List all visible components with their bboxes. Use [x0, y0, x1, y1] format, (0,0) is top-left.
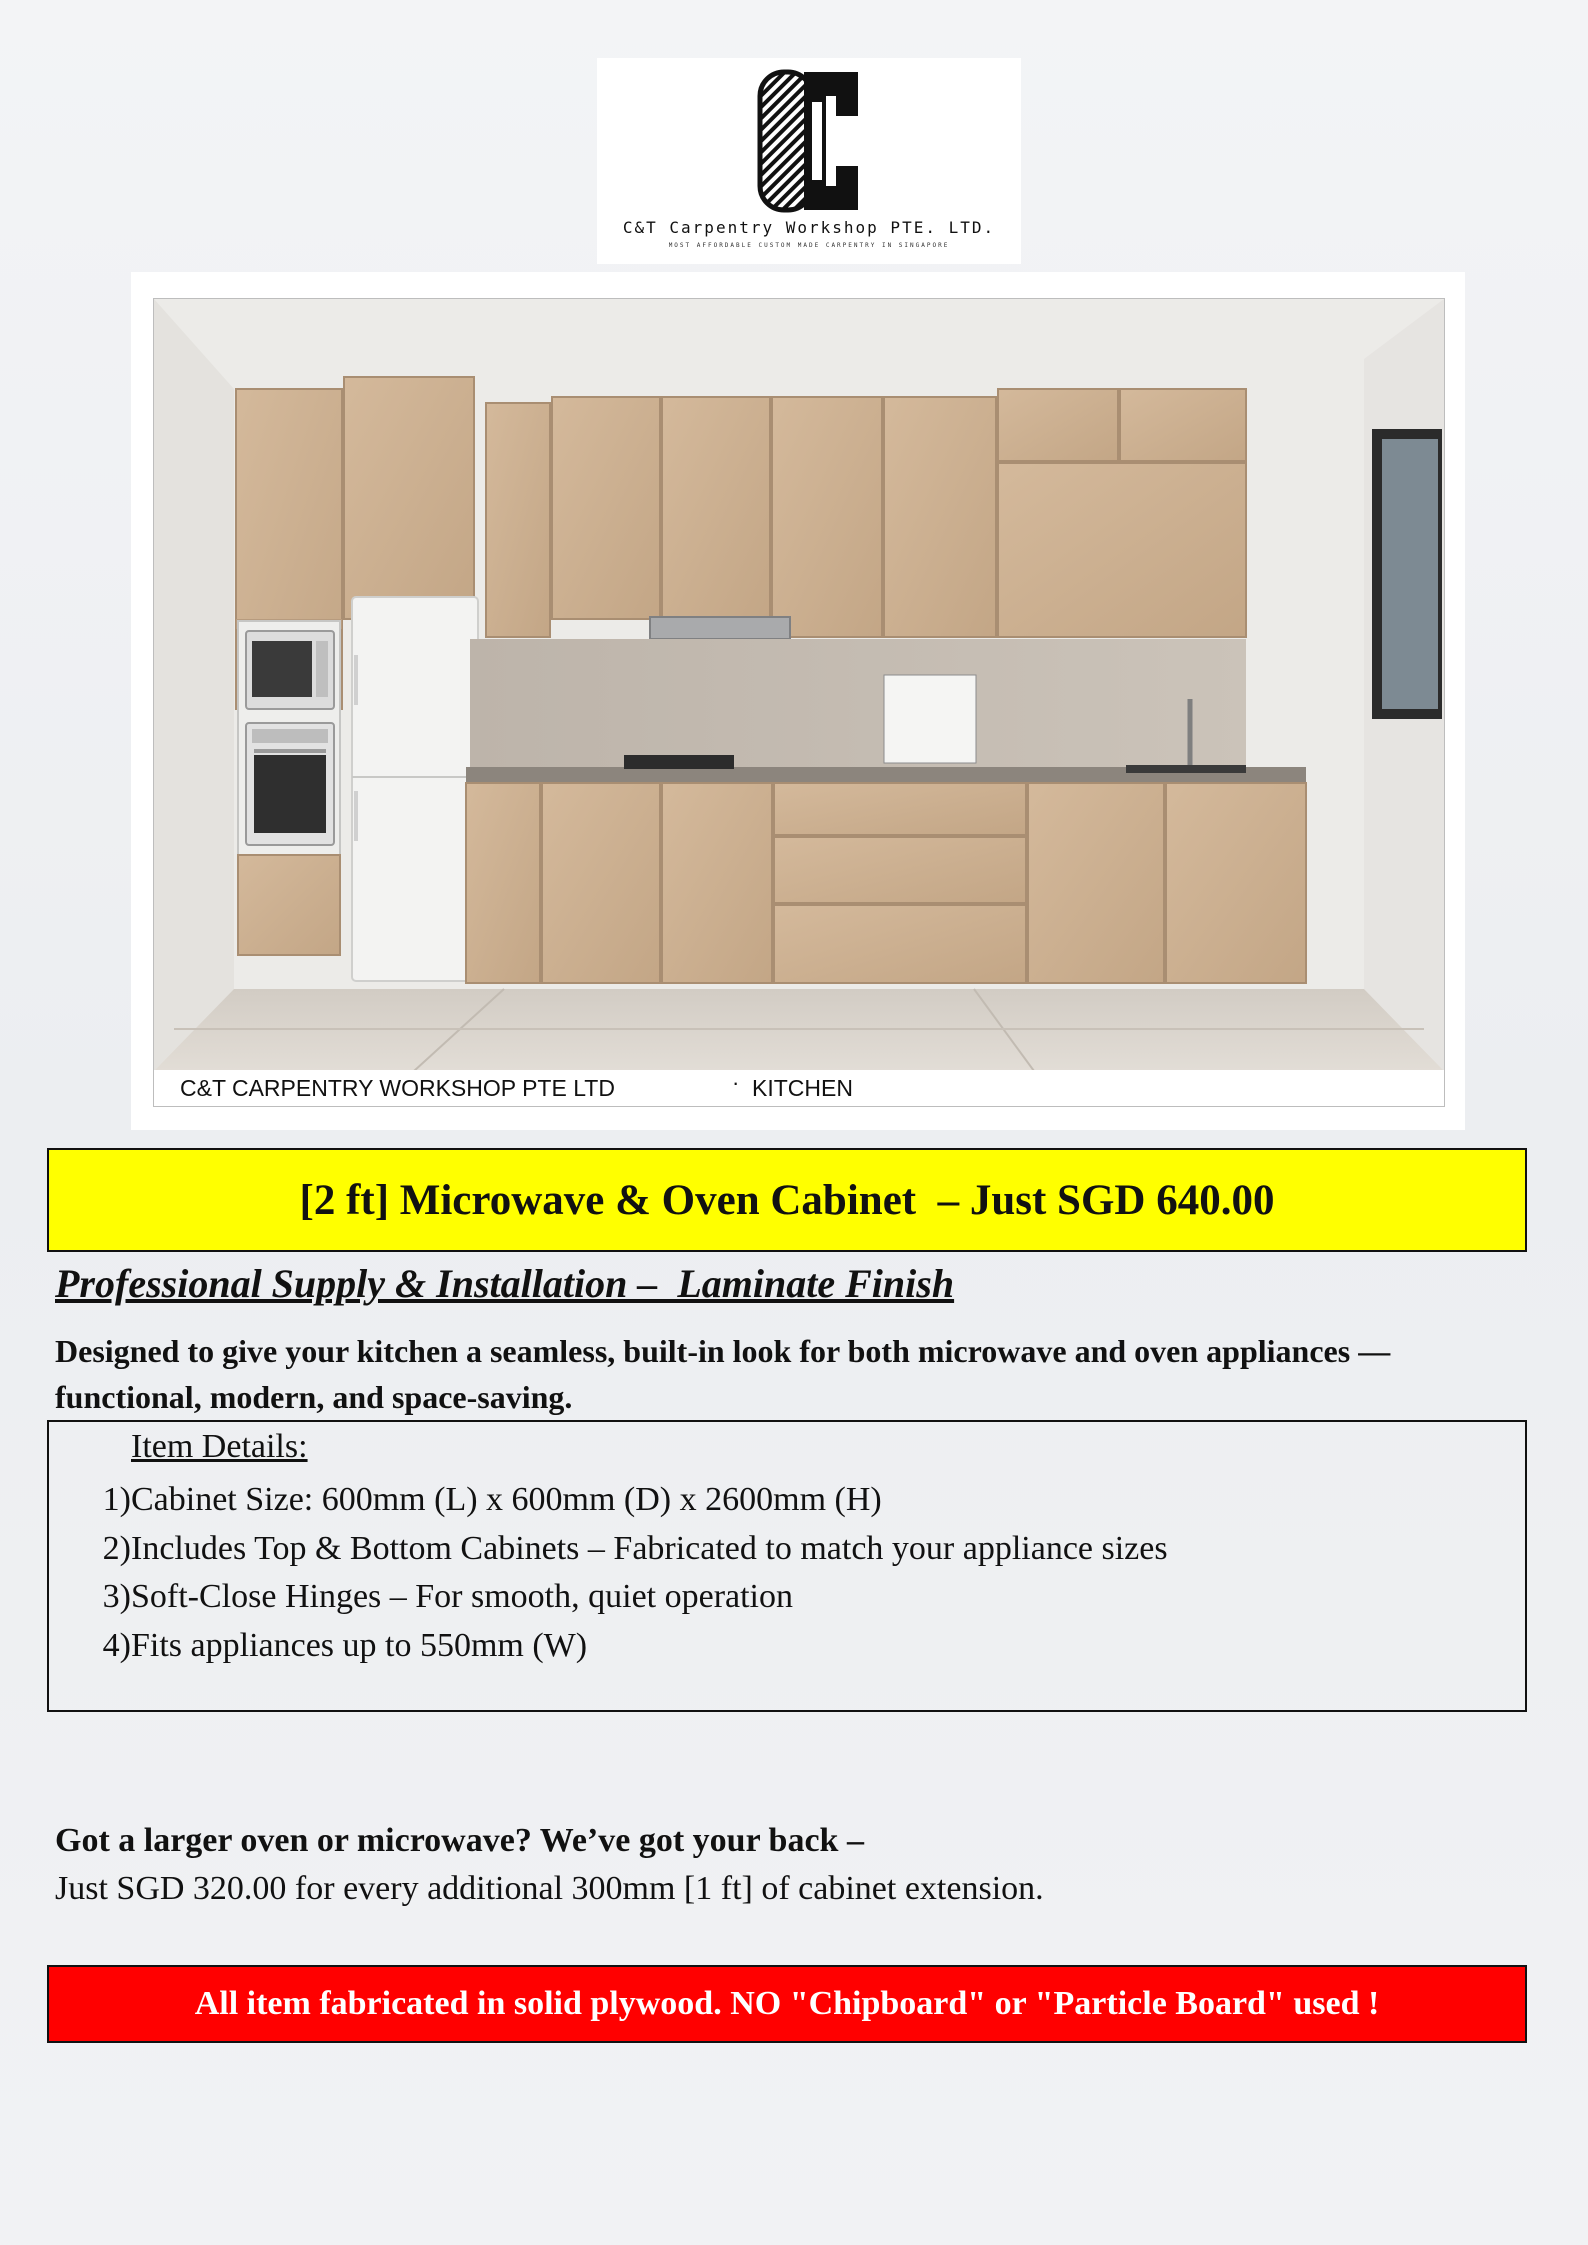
render-caption-room: KITCHEN	[752, 1075, 853, 1101]
item-details-list	[87, 1476, 1168, 1670]
list-item: 4)Fits appliances up to 550mm (W)	[102, 1626, 588, 1664]
product-intro: Designed to give your kitchen a seamless, built-in look for both microwave and oven appliances — functional, modern, and space-saving.	[55, 1333, 1391, 1415]
product-title: [2 ft] Microwave & Oven Cabinet – Just SGD 640.00	[299, 1176, 1275, 1224]
kitchen-render-image	[153, 298, 1445, 1072]
extension-text: Just SGD 320.00 for every additional 300mm [1 ft] of cabinet extension.	[55, 1870, 1044, 1907]
kitchen-render-frame	[131, 272, 1465, 1130]
product-title-bar	[47, 1148, 1527, 1252]
company-tagline: MOST AFFORDABLE CUSTOM MADE CARPENTRY IN SINGAPORE	[668, 242, 950, 249]
item-details-box	[47, 1420, 1527, 1712]
list-item: 3)Soft-Close Hinges – For smooth, quiet operation	[102, 1578, 794, 1615]
list-item: 2)Includes Top & Bottom Cabinets – Fabricated to match your appliance sizes	[102, 1529, 1168, 1567]
render-caption-company: C&T CARPENTRY WORKSHOP PTE LTD	[180, 1075, 615, 1101]
item-details-title: Item Details:	[131, 1428, 308, 1465]
company-logo	[597, 58, 1021, 264]
plywood-notice-text: All item fabricated in solid plywood. NO "Chipboard" or "Particle Board" used !	[194, 1985, 1380, 2022]
render-caption	[153, 1070, 1445, 1107]
company-name: C&T Carpentry Workshop PTE. LTD.	[622, 218, 996, 237]
extension-heading: Got a larger oven or microwave? We’ve got your back –	[55, 1822, 864, 1859]
plywood-notice-bar	[47, 1965, 1527, 2043]
ct-logo-icon	[752, 68, 866, 214]
render-caption-separator: ·	[732, 1070, 740, 1095]
product-subheading: Professional Supply & Installation – Laminate Finish	[55, 1261, 955, 1306]
list-item: 1)Cabinet Size: 600mm (L) x 600mm (D) x 2600mm (H)	[102, 1481, 882, 1518]
